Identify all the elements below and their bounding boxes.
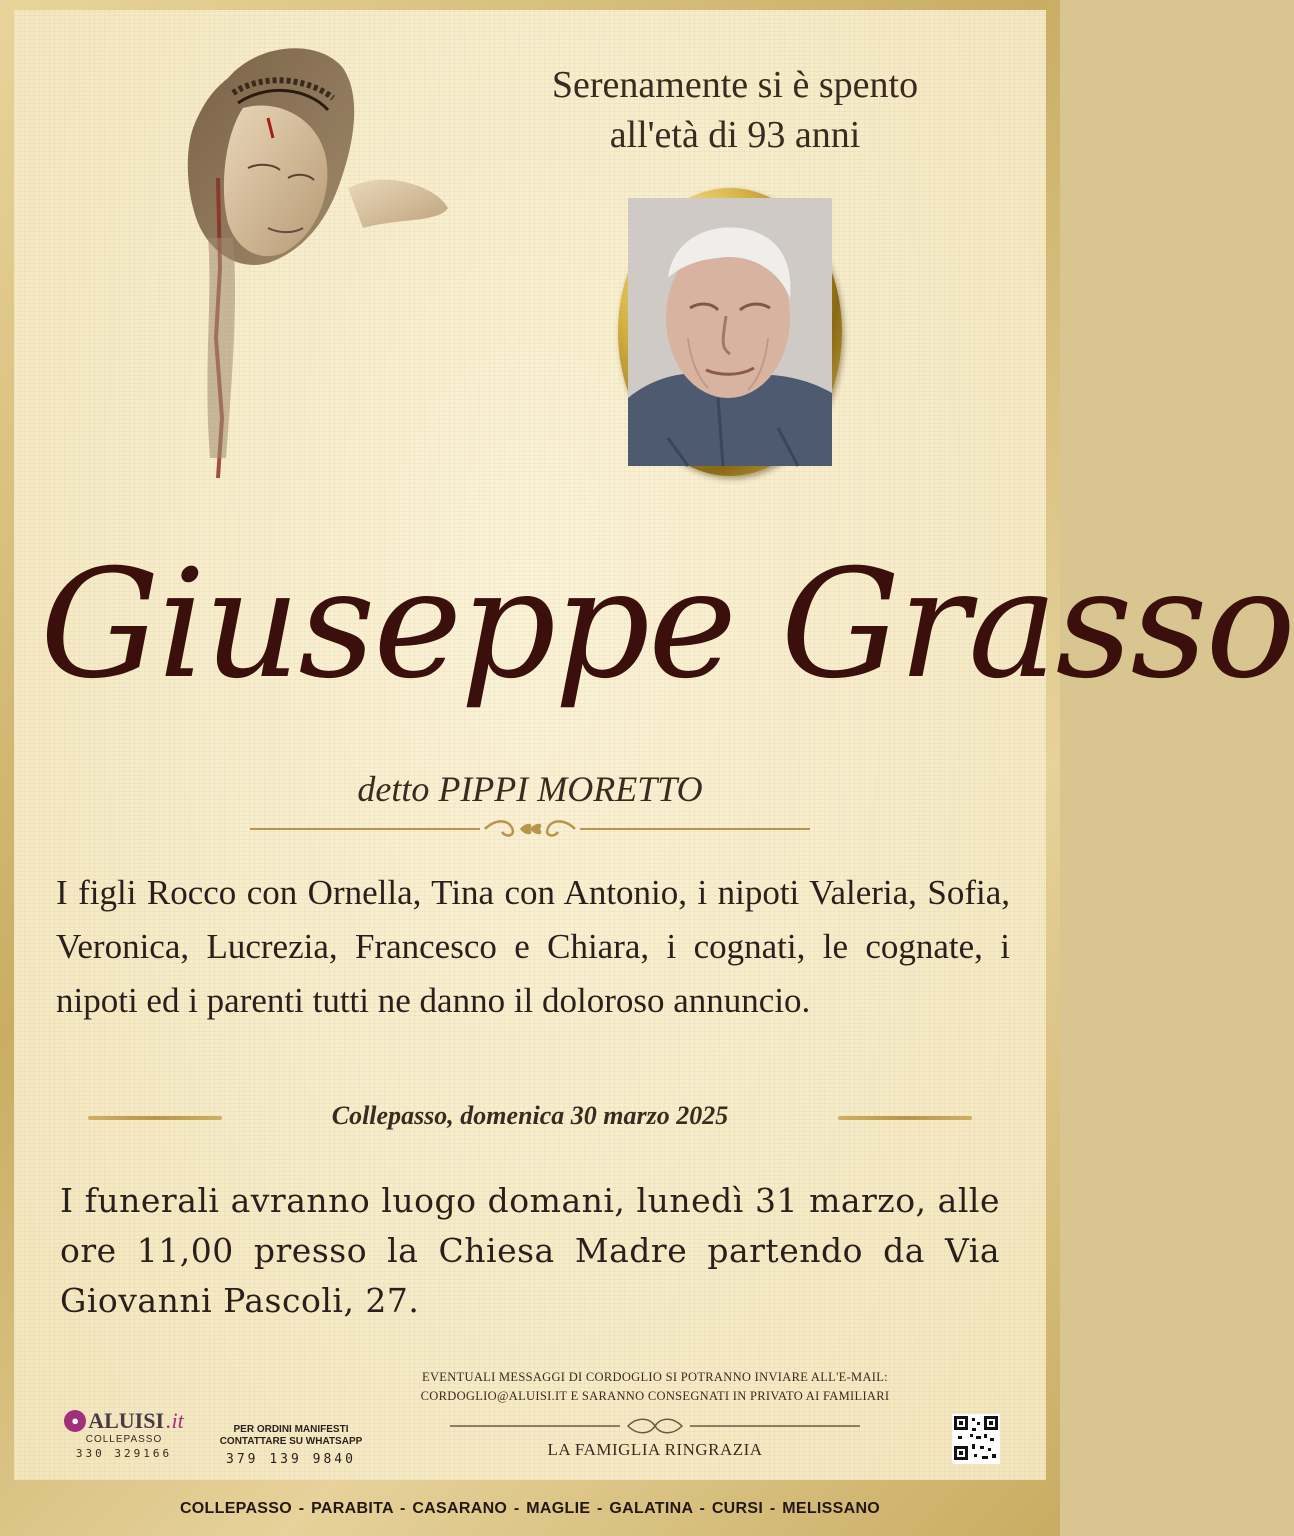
ornament-divider <box>250 814 810 844</box>
christ-illustration <box>148 38 458 498</box>
intro-line-2: all'età di 93 anni <box>609 114 861 156</box>
logo-brand <box>64 1408 184 1434</box>
date-row <box>88 1098 972 1138</box>
portrait-photo <box>628 198 832 466</box>
footer-ornament <box>450 1414 860 1438</box>
orders-line-2: CONTATTARE SU WHATSAPP <box>219 1436 363 1447</box>
date-place: Collepasso, domenica 30 marzo 2025 <box>331 1101 729 1130</box>
logo-town: COLLEPASSO <box>85 1434 163 1445</box>
condolence-note <box>380 1368 930 1406</box>
deceased-name: Giuseppe Grasso <box>40 538 1294 712</box>
qr-code-icon[interactable] <box>952 1414 1000 1464</box>
logo-brand-tld: .it <box>166 1408 184 1433</box>
date-line-right <box>838 1116 972 1120</box>
logo-mark-icon: ● <box>64 1410 86 1432</box>
date-line-left <box>88 1116 222 1120</box>
intro-text <box>500 60 970 160</box>
bottom-bar <box>0 1482 1060 1536</box>
aluisi-logo <box>54 1408 194 1460</box>
orders-phone: 379 139 9840 <box>226 1452 356 1467</box>
intro-line-1: Serenamente si è spento <box>551 64 919 106</box>
deceased-nickname: detto PIPPI MORETTO <box>357 769 703 809</box>
funeral-text: I funerali avranno luogo domani, lunedì 31 marzo, alle ore 11,00 presso la Chiesa Madre partendo da Via Giovanni Pascoli, 27. <box>60 1181 1000 1320</box>
family-thanks: LA FAMIGLIA RINGRAZIA <box>547 1440 763 1459</box>
towns-list: COLLEPASSO - PARABITA - CASARANO - MAGLIE - GALATINA - CURSI - MELISSANO <box>179 1500 881 1517</box>
logo-phone: 330 329166 <box>75 1447 173 1460</box>
orders-info <box>206 1424 376 1467</box>
announcement-text: I figli Rocco con Ornella, Tina con Antonio, i nipoti Valeria, Sofia, Veronica, Lucrezia, Francesco e Chiara, i cognati, le cognate, i nipoti ed i parenti tutti ne danno il doloroso annuncio. <box>56 873 1010 1020</box>
portrait-frame <box>618 188 842 476</box>
orders-line-1: PER ORDINI MANIFESTI <box>233 1424 349 1435</box>
condolence-line-2: CORDOGLIO@ALUISI.IT E SARANNO CONSEGNATI IN PRIVATO AI FAMILIARI <box>420 1389 890 1403</box>
logo-brand-name: ALUISI <box>88 1408 165 1433</box>
portrait-person <box>628 198 832 466</box>
condolence-line-1: EVENTUALI MESSAGGI DI CORDOGLIO SI POTRANNO INVIARE ALL'E-MAIL: <box>422 1370 888 1384</box>
